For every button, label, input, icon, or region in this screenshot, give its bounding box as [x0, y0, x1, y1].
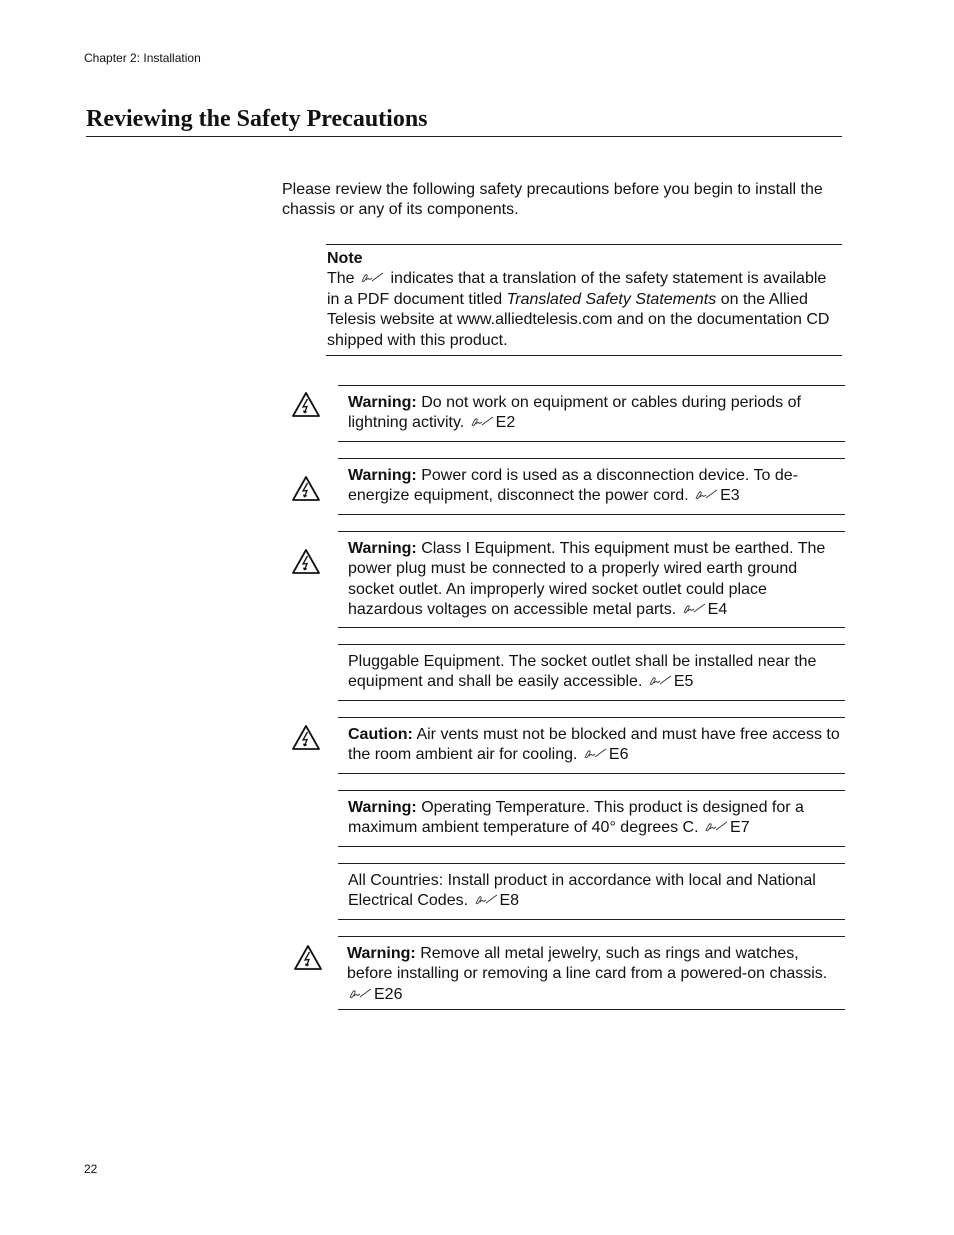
safety-statement	[338, 458, 845, 515]
statement-code: E5	[673, 673, 694, 691]
statement-text: Pluggable Equipment. The socket outlet shall be installed near the equipment and shall be easily accessible.	[348, 653, 817, 691]
note-doc-title: Translated Safety Statements	[506, 290, 717, 308]
translation-icon	[470, 416, 494, 428]
safety-statement	[338, 385, 845, 442]
statement-text: All Countries: Install product in accordance with local and National Electrical Codes.	[348, 872, 816, 910]
statement-code: E4	[707, 601, 728, 619]
warning-lightning-icon	[291, 548, 321, 575]
translation-icon	[704, 821, 728, 833]
statement-code: E7	[730, 819, 750, 837]
statement-text: Power cord is used as a disconnection device. To de-energize equipment, disconnect the power cord.	[348, 467, 798, 505]
translation-icon	[360, 272, 384, 284]
statement-text: Class I Equipment. This equipment must be earthed. The power plug must be connected to a properly wired earth ground socket outlet. An improperly wired socket outlet could place hazardous voltages on accessible metal parts.	[348, 540, 826, 619]
safety-statement	[338, 936, 845, 1010]
statement-text: Operating Temperature. This product is designed for a maximum ambient temperature of 40° degrees C.	[348, 799, 804, 837]
warning-lightning-icon	[291, 391, 321, 418]
safety-statement	[338, 863, 845, 920]
translation-icon	[648, 675, 672, 687]
safety-statement	[338, 531, 845, 628]
statement-label: Warning:	[348, 799, 417, 816]
statement-code: E2	[495, 414, 516, 432]
page-title: Reviewing the Safety Precautions	[86, 106, 842, 137]
statement-code: E6	[608, 746, 629, 764]
safety-statement	[338, 717, 845, 774]
statement-code: E3	[720, 487, 740, 505]
warning-lightning-icon	[291, 475, 321, 502]
note-text-before: The	[327, 270, 355, 288]
translation-icon	[682, 603, 706, 615]
translation-icon	[694, 489, 718, 501]
statement-label: Warning:	[348, 394, 417, 411]
statement-code: E8	[499, 892, 520, 910]
page-number: 22	[84, 1162, 98, 1176]
intro-paragraph: Please review the following safety precautions before you begin to install the chassis or any of its components.	[282, 181, 823, 218]
note-text-after: on the Allied Telesis website at www.alliedtelesis.com and on the documentation CD shipped with this product.	[327, 290, 830, 349]
statement-label: Warning:	[347, 945, 416, 962]
running-header: Chapter 2: Installation	[84, 51, 201, 65]
note-body	[327, 269, 842, 351]
statement-label: Warning:	[348, 467, 417, 484]
warning-lightning-icon	[293, 944, 323, 971]
statement-text: Air vents must not be blocked and must have free access to the room ambient air for cooling.	[348, 726, 840, 764]
statement-code: E26	[374, 985, 403, 1003]
safety-statement	[338, 790, 845, 847]
safety-statement	[338, 644, 845, 701]
statement-text: Remove all metal jewelry, such as rings and watches, before installing or removing a line card from a powered-on chassis.	[347, 945, 828, 983]
note-text-middle: indicates that a translation of the safety statement is available in a PDF document titled	[327, 270, 827, 308]
statement-text: Do not work on equipment or cables during periods of lightning activity.	[348, 394, 801, 432]
translation-icon	[474, 894, 498, 906]
note-box	[326, 244, 842, 356]
note-heading: Note	[327, 250, 363, 267]
statement-label: Warning:	[348, 540, 417, 557]
translation-icon	[348, 988, 372, 1000]
warning-lightning-icon	[291, 724, 321, 751]
translation-icon	[583, 748, 607, 760]
statement-label: Caution:	[348, 726, 413, 743]
